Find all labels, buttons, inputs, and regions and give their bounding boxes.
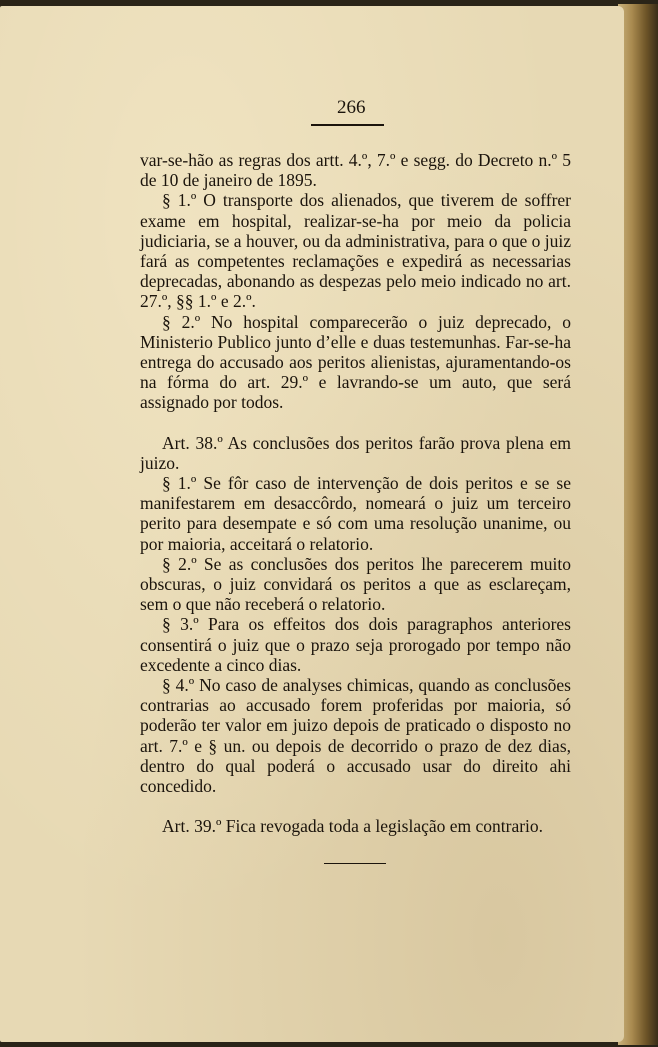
paragraph-section: § 2.º No hospital comparecerão o juiz deprecado, o Ministerio Publico junto d’elle e duas testemunhas. Far-se-ha entrega do accusado aos peritos alienistas, ajuramentando-os na fórma do art. 29.º e lavrando-se um auto, que será assignado por todos. [140,311,571,413]
paragraph-section: § 3.º Para os effeitos dos dois paragraphos anteriores consentirá o juiz que o prazo seja prorogado por tempo não excedente a cinco dias. [140,614,571,675]
end-rule [324,863,386,864]
paragraph-article-38: Art. 38.º As conclusões dos peritos farão prova plena em juizo. [140,432,571,473]
book-page-edge [618,4,658,1045]
paragraph-continuation: var-se-hão as regras dos artt. 4.º, 7.º e segg. do Decreto n.º 5 de 10 de janeiro de 1895. [140,150,571,191]
page-number: 266 [337,97,366,118]
paragraph-section: § 1.º O transporte dos alienados, que tiverem de soffrer exame em hospital, realizar-se-ha por meio da policia judiciaria, se a houver, ou da administrativa, para o que o juiz fará as competentes reclamações e expedirá as necessarias deprecadas, abonando as despezas pelo meio indicado no art. 27.º, §§ 1.º e 2.º. [140,190,571,312]
paragraph-section: § 2.º Se as conclusões dos peritos lhe parecerem muito obscuras, o juiz convidará os peritos a que as esclareçam, sem o que não receberá o relatorio. [140,553,571,615]
paragraph-section: § 1.º Se fôr caso de intervenção de dois peritos e se se manifestarem em desaccôrdo, nomeará o juiz um terceiro perito para desempate e só com uma resolução unanime, ou por maioria, acceitará o relatorio. [140,473,571,554]
paragraph-article-39: Art. 39.º Fica revogada toda a legislação em contrario. [162,816,544,837]
paragraph-section: § 4.º No caso de analyses chimicas, quando as conclusões contrarias ao accusado forem proferidas por maioria, só poderão ter valor em juizo depois de praticado o disposto no art. 7.º e § un. ou depois de decorrido o prazo de dez dias, dentro do qual poderá o accusado usar do direito ahi concedido. [140,675,571,797]
page-number-rule [311,124,384,126]
page-body [140,150,571,837]
